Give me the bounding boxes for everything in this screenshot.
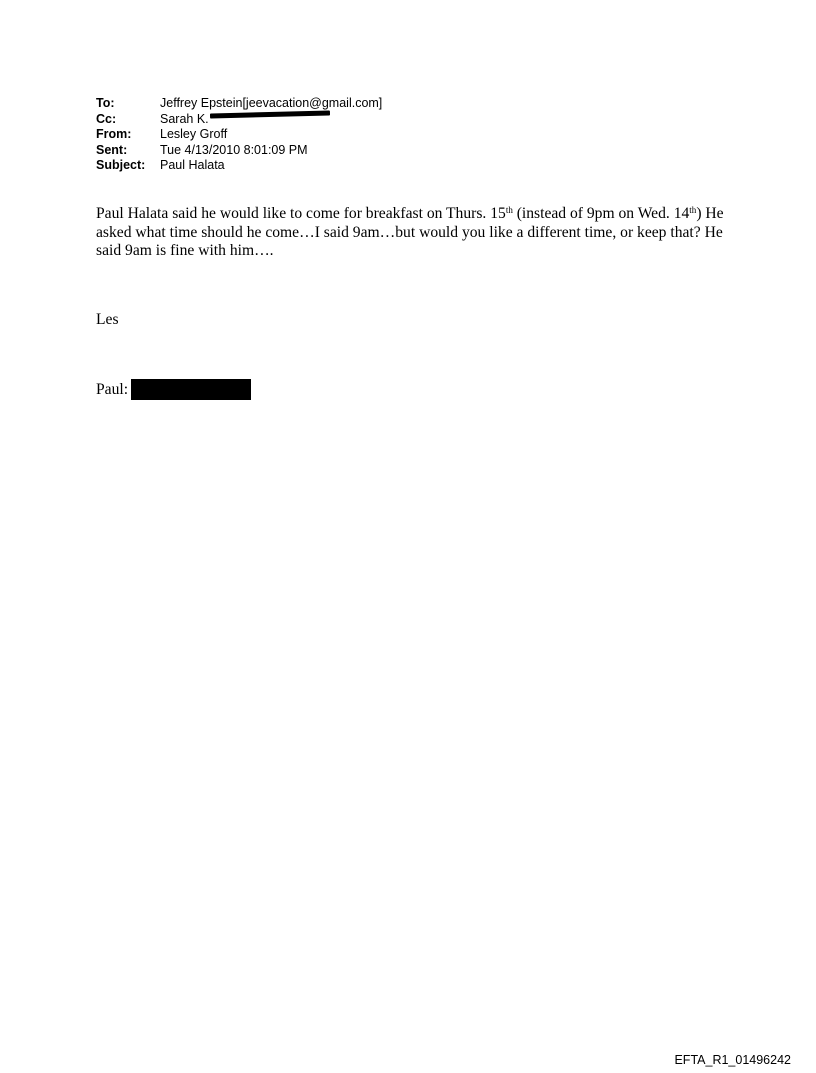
cc-row: [96, 112, 382, 128]
body-part-3: ) He asked what time should he come…I said 9am…but would you like a different time, or keep that? He said 9am is fine with him….: [96, 205, 724, 259]
from-value: Lesley Groff: [160, 127, 228, 141]
cc-label: Cc:: [96, 111, 117, 126]
contact-line: [96, 379, 251, 400]
email-body: [96, 205, 736, 261]
from-label: From:: [96, 127, 132, 141]
document-id: EFTA_R1_01496242: [674, 1053, 791, 1067]
to-row: [96, 96, 382, 112]
contact-redaction: [131, 379, 251, 400]
email-header: [96, 96, 382, 174]
body-part-2: (instead of 9pm on Wed. 14: [512, 205, 690, 222]
contact-label: Paul:: [96, 380, 129, 398]
cc-value: Sarah K.: [160, 111, 209, 126]
signoff: Les: [96, 311, 119, 328]
sent-label: Sent:: [96, 142, 128, 157]
subject-row: [96, 158, 382, 174]
sent-row: [96, 143, 382, 159]
to-label: To:: [96, 96, 115, 110]
body-part-1: Paul Halata said he would like to come for breakfast on Thurs. 15: [96, 205, 506, 222]
subject-label: Subject:: [96, 158, 146, 172]
body-sup-1: th: [505, 205, 513, 215]
body-sup-2: th: [689, 205, 697, 215]
to-value: Jeffrey Epstein[jeevacation@gmail.com]: [160, 96, 383, 110]
from-row: [96, 127, 382, 143]
sent-value: Tue 4/13/2010 8:01:09 PM: [160, 142, 308, 157]
subject-value: Paul Halata: [160, 158, 225, 172]
